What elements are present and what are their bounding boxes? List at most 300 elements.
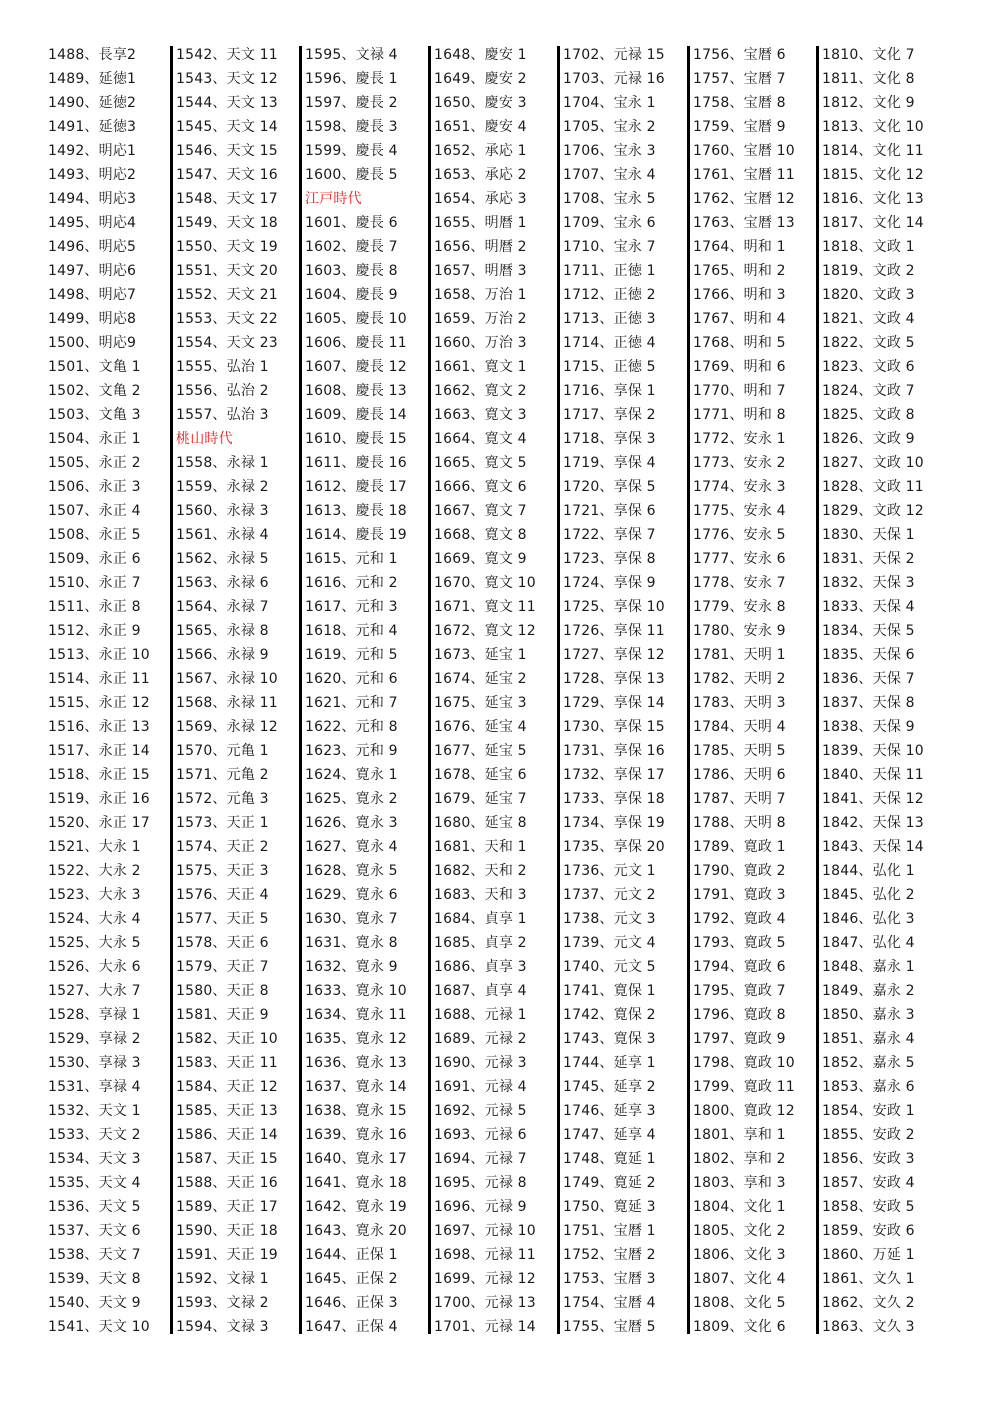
year-era-entry: 1528、享禄 1 [48,1007,141,1023]
column-divider [299,46,302,1334]
year-era-entry: 1721、享保 6 [563,503,656,519]
year-era-entry: 1784、天明 4 [693,719,786,735]
year-era-entry: 1793、寛政 5 [693,935,786,951]
year-era-entry: 1510、永正 7 [48,575,141,591]
year-era-entry: 1592、文禄 1 [176,1271,269,1287]
year-era-entry: 1782、天明 2 [693,671,786,687]
year-era-entry: 1611、慶長 16 [305,455,407,471]
year-era-entry: 1771、明和 8 [693,407,786,423]
year-era-entry: 1577、天正 5 [176,911,269,927]
year-era-entry: 1643、寛永 20 [305,1223,407,1239]
year-era-entry: 1712、正徳 2 [563,287,656,303]
year-era-entry: 1688、元禄 1 [434,1007,527,1023]
year-era-entry: 1758、宝暦 8 [693,95,786,111]
year-era-entry: 1519、永正 16 [48,791,150,807]
year-era-entry: 1766、明和 3 [693,287,786,303]
year-era-entry: 1741、寛保 1 [563,983,656,999]
year-era-entry: 1633、寛永 10 [305,983,407,999]
year-era-entry: 1819、文政 2 [822,263,915,279]
year-era-entry: 1647、正保 4 [305,1319,398,1335]
year-era-entry: 1503、文亀 3 [48,407,141,423]
year-era-entry: 1552、天文 21 [176,287,278,303]
year-era-entry: 1810、文化 7 [822,47,915,63]
year-era-entry: 1834、天保 5 [822,623,915,639]
year-era-entry: 1537、天文 6 [48,1223,141,1239]
year-era-entry: 1735、享保 20 [563,839,665,855]
year-era-entry: 1813、文化 10 [822,119,924,135]
year-era-entry: 1811、文化 8 [822,71,915,87]
year-era-entry: 1812、文化 9 [822,95,915,111]
year-era-entry: 1628、寛永 5 [305,863,398,879]
year-era-entry: 1737、元文 2 [563,887,656,903]
year-era-entry: 1533、天文 2 [48,1127,141,1143]
year-era-entry: 1532、天文 1 [48,1103,141,1119]
year-era-entry: 1747、延享 4 [563,1127,656,1143]
year-era-entry: 1748、寛延 1 [563,1151,656,1167]
year-era-entry: 1638、寛永 15 [305,1103,407,1119]
year-era-entry: 1529、享禄 2 [48,1031,141,1047]
year-era-entry: 1642、寛永 19 [305,1199,407,1215]
year-era-entry: 1602、慶長 7 [305,239,398,255]
year-era-entry: 1763、宝暦 13 [693,215,795,231]
year-era-entry: 1493、明応2 [48,167,137,183]
year-era-entry: 1751、宝暦 1 [563,1223,656,1239]
year-era-entry: 1515、永正 12 [48,695,150,711]
year-era-entry: 1773、安永 2 [693,455,786,471]
year-era-entry: 1672、寛文 12 [434,623,536,639]
year-era-entry: 1522、大永 2 [48,863,141,879]
year-era-entry: 1618、元和 4 [305,623,398,639]
year-era-entry: 1620、元和 6 [305,671,398,687]
year-era-entry: 1675、延宝 3 [434,695,527,711]
year-era-entry: 1562、永禄 5 [176,551,269,567]
year-era-entry: 1578、天正 6 [176,935,269,951]
year-era-entry: 1772、安永 1 [693,431,786,447]
year-era-entry: 1809、文化 6 [693,1319,786,1335]
year-era-entry: 1636、寛永 13 [305,1055,407,1071]
year-era-entry: 1686、貞享 3 [434,959,527,975]
year-era-entry: 1489、延徳1 [48,71,137,87]
year-era-entry: 1634、寛永 11 [305,1007,407,1023]
year-era-entry: 1708、宝永 5 [563,191,656,207]
year-era-entry: 1824、文政 7 [822,383,915,399]
year-era-entry: 1492、明応1 [48,143,137,159]
year-era-entry: 1615、元和 1 [305,551,398,567]
year-era-entry: 1514、永正 11 [48,671,150,687]
year-era-entry: 1654、承応 3 [434,191,527,207]
year-era-entry: 1825、文政 8 [822,407,915,423]
year-era-entry: 1794、寛政 6 [693,959,786,975]
year-era-entry: 1684、貞享 1 [434,911,527,927]
year-era-entry: 1624、寛永 1 [305,767,398,783]
year-era-entry: 1729、享保 14 [563,695,665,711]
year-era-entry: 1719、享保 4 [563,455,656,471]
year-era-entry: 1709、宝永 6 [563,215,656,231]
year-era-entry: 1777、安永 6 [693,551,786,567]
column-divider [428,46,431,1334]
year-era-entry: 1817、文化 14 [822,215,924,231]
year-era-entry: 1652、承応 1 [434,143,527,159]
year-era-entry: 1599、慶長 4 [305,143,398,159]
year-era-entry: 1836、天保 7 [822,671,915,687]
year-era-entry: 1590、天正 18 [176,1223,278,1239]
year-era-entry: 1500、明応9 [48,335,137,351]
year-era-entry: 1610、慶長 15 [305,431,407,447]
year-era-entry: 1705、宝永 2 [563,119,656,135]
year-era-entry: 1786、天明 6 [693,767,786,783]
year-era-entry: 1724、享保 9 [563,575,656,591]
year-era-entry: 1579、天正 7 [176,959,269,975]
year-era-entry: 1767、明和 4 [693,311,786,327]
year-era-entry: 1597、慶長 2 [305,95,398,111]
year-era-entry: 1723、享保 8 [563,551,656,567]
year-era-entry: 1625、寛永 2 [305,791,398,807]
year-era-entry: 1848、嘉永 1 [822,959,915,975]
year-era-entry: 1587、天正 15 [176,1151,278,1167]
year-era-entry: 1504、永正 1 [48,431,141,447]
year-era-entry: 1801、享和 1 [693,1127,786,1143]
year-era-entry: 1666、寛文 6 [434,479,527,495]
year-era-entry: 1826、文政 9 [822,431,915,447]
year-era-entry: 1564、永禄 7 [176,599,269,615]
year-era-entry: 1549、天文 18 [176,215,278,231]
year-era-entry: 1851、嘉永 4 [822,1031,915,1047]
year-era-entry: 1756、宝暦 6 [693,47,786,63]
year-era-entry: 1839、天保 10 [822,743,924,759]
year-era-entry: 1660、万治 3 [434,335,527,351]
year-era-entry: 1768、明和 5 [693,335,786,351]
year-era-entry: 1525、大永 5 [48,935,141,951]
year-era-entry: 1852、嘉永 5 [822,1055,915,1071]
year-era-entry: 1606、慶長 11 [305,335,407,351]
year-era-entry: 1752、宝暦 2 [563,1247,656,1263]
year-era-entry: 1630、寛永 7 [305,911,398,927]
year-era-entry: 1857、安政 4 [822,1175,915,1191]
year-era-entry: 1699、元禄 12 [434,1271,536,1287]
year-era-entry: 1779、安永 8 [693,599,786,615]
year-era-entry: 1820、文政 3 [822,287,915,303]
year-era-entry: 1659、万治 2 [434,311,527,327]
year-era-entry: 1612、慶長 17 [305,479,407,495]
year-era-entry: 1516、永正 13 [48,719,150,735]
year-era-entry: 1550、天文 19 [176,239,278,255]
year-era-entry: 1734、享保 19 [563,815,665,831]
year-era-entry: 1661、寛文 1 [434,359,527,375]
year-era-entry: 1691、元禄 4 [434,1079,527,1095]
year-era-entry: 1791、寛政 3 [693,887,786,903]
year-era-entry: 1670、寛文 10 [434,575,536,591]
year-era-entry: 1745、延享 2 [563,1079,656,1095]
year-era-entry: 1635、寛永 12 [305,1031,407,1047]
year-era-entry: 1733、享保 18 [563,791,665,807]
year-era-entry: 1774、安永 3 [693,479,786,495]
year-era-entry: 1520、永正 17 [48,815,150,831]
year-era-entry: 1491、延徳3 [48,119,137,135]
year-era-entry: 1845、弘化 2 [822,887,915,903]
year-era-entry: 1727、享保 12 [563,647,665,663]
year-era-entry: 1859、安政 6 [822,1223,915,1239]
year-era-entry: 1498、明応7 [48,287,137,303]
year-era-entry: 1765、明和 2 [693,263,786,279]
year-era-entry: 1815、文化 12 [822,167,924,183]
year-era-entry: 1805、文化 2 [693,1223,786,1239]
year-era-entry: 1531、享禄 4 [48,1079,141,1095]
year-era-entry: 1854、安政 1 [822,1103,915,1119]
year-era-entry: 1785、天明 5 [693,743,786,759]
year-era-entry: 1668、寛文 8 [434,527,527,543]
year-era-entry: 1583、天正 11 [176,1055,278,1071]
year-era-entry: 1703、元禄 16 [563,71,665,87]
year-era-entry: 1523、大永 3 [48,887,141,903]
year-era-entry: 1863、文久 3 [822,1319,915,1335]
year-era-entry: 1814、文化 11 [822,143,924,159]
year-era-entry: 1798、寛政 10 [693,1055,795,1071]
year-era-entry: 1732、享保 17 [563,767,665,783]
year-era-entry: 1517、永正 14 [48,743,150,759]
year-era-entry: 1580、天正 8 [176,983,269,999]
year-era-entry: 1603、慶長 8 [305,263,398,279]
year-era-entry: 1650、慶安 3 [434,95,527,111]
year-era-entry: 1645、正保 2 [305,1271,398,1287]
era-period-header: 桃山時代 [176,431,233,447]
year-era-entry: 1757、宝暦 7 [693,71,786,87]
year-era-entry: 1598、慶長 3 [305,119,398,135]
year-era-entry: 1501、文亀 1 [48,359,141,375]
year-era-entry: 1573、天正 1 [176,815,269,831]
year-era-entry: 1680、延宝 8 [434,815,527,831]
year-era-entry: 1614、慶長 19 [305,527,407,543]
column-divider [816,46,819,1334]
year-era-entry: 1710、宝永 7 [563,239,656,255]
year-era-entry: 1830、天保 1 [822,527,915,543]
year-era-entry: 1545、天文 14 [176,119,278,135]
year-era-entry: 1855、安政 2 [822,1127,915,1143]
year-era-entry: 1797、寛政 9 [693,1031,786,1047]
year-era-entry: 1853、嘉永 6 [822,1079,915,1095]
year-era-entry: 1778、安永 7 [693,575,786,591]
year-era-entry: 1742、寛保 2 [563,1007,656,1023]
year-era-entry: 1799、寛政 11 [693,1079,795,1095]
year-era-entry: 1539、天文 8 [48,1271,141,1287]
year-era-entry: 1833、天保 4 [822,599,915,615]
year-era-entry: 1621、元和 7 [305,695,398,711]
year-era-entry: 1707、宝永 4 [563,167,656,183]
year-era-entry: 1808、文化 5 [693,1295,786,1311]
year-era-entry: 1847、弘化 4 [822,935,915,951]
year-era-entry: 1696、元禄 9 [434,1199,527,1215]
year-era-entry: 1544、天文 13 [176,95,278,111]
year-era-entry: 1604、慶長 9 [305,287,398,303]
year-era-entry: 1761、宝暦 11 [693,167,795,183]
year-era-entry: 1526、大永 6 [48,959,141,975]
year-era-entry: 1664、寛文 4 [434,431,527,447]
year-era-entry: 1605、慶長 10 [305,311,407,327]
year-era-entry: 1667、寛文 7 [434,503,527,519]
year-era-entry: 1521、大永 1 [48,839,141,855]
year-era-entry: 1806、文化 3 [693,1247,786,1263]
year-era-entry: 1783、天明 3 [693,695,786,711]
year-era-entry: 1831、天保 2 [822,551,915,567]
year-era-entry: 1818、文政 1 [822,239,915,255]
year-era-entry: 1844、弘化 1 [822,863,915,879]
year-era-entry: 1494、明応3 [48,191,137,207]
year-era-entry: 1789、寛政 1 [693,839,786,855]
year-era-entry: 1706、宝永 3 [563,143,656,159]
year-era-entry: 1646、正保 3 [305,1295,398,1311]
year-era-entry: 1736、元文 1 [563,863,656,879]
year-era-entry: 1739、元文 4 [563,935,656,951]
year-era-entry: 1717、享保 2 [563,407,656,423]
year-era-entry: 1730、享保 15 [563,719,665,735]
year-era-entry: 1790、寛政 2 [693,863,786,879]
year-era-entry: 1803、享和 3 [693,1175,786,1191]
year-era-entry: 1849、嘉永 2 [822,983,915,999]
year-era-entry: 1759、宝暦 9 [693,119,786,135]
year-era-entry: 1753、宝暦 3 [563,1271,656,1287]
year-era-entry: 1558、永禄 1 [176,455,269,471]
year-era-entry: 1543、天文 12 [176,71,278,87]
year-era-entry: 1787、天明 7 [693,791,786,807]
year-era-entry: 1755、宝暦 5 [563,1319,656,1335]
year-era-entry: 1496、明応5 [48,239,137,255]
year-era-entry: 1702、元禄 15 [563,47,665,63]
year-era-entry: 1586、天正 14 [176,1127,278,1143]
year-era-entry: 1738、元文 3 [563,911,656,927]
year-era-entry: 1671、寛文 11 [434,599,536,615]
year-era-entry: 1725、享保 10 [563,599,665,615]
year-era-entry: 1683、天和 3 [434,887,527,903]
year-era-entry: 1540、天文 9 [48,1295,141,1311]
year-era-entry: 1553、天文 22 [176,311,278,327]
year-era-entry: 1841、天保 12 [822,791,924,807]
year-era-entry: 1769、明和 6 [693,359,786,375]
year-era-entry: 1556、弘治 2 [176,383,269,399]
year-era-entry: 1760、宝暦 10 [693,143,795,159]
year-era-entry: 1569、永禄 12 [176,719,278,735]
year-era-entry: 1692、元禄 5 [434,1103,527,1119]
year-era-entry: 1617、元和 3 [305,599,398,615]
year-era-entry: 1677、延宝 5 [434,743,527,759]
year-era-entry: 1846、弘化 3 [822,911,915,927]
year-era-entry: 1563、永禄 6 [176,575,269,591]
year-era-entry: 1750、寛延 3 [563,1199,656,1215]
year-era-entry: 1591、天正 19 [176,1247,278,1263]
year-era-entry: 1800、寛政 12 [693,1103,795,1119]
year-era-entry: 1651、慶安 4 [434,119,527,135]
year-era-entry: 1623、元和 9 [305,743,398,759]
year-era-entry: 1554、天文 23 [176,335,278,351]
year-era-entry: 1627、寛永 4 [305,839,398,855]
year-era-entry: 1840、天保 11 [822,767,924,783]
year-era-entry: 1713、正徳 3 [563,311,656,327]
year-era-entry: 1524、大永 4 [48,911,141,927]
year-era-entry: 1508、永正 5 [48,527,141,543]
year-era-entry: 1715、正徳 5 [563,359,656,375]
year-era-entry: 1770、明和 7 [693,383,786,399]
year-era-entry: 1527、大永 7 [48,983,141,999]
year-era-entry: 1711、正徳 1 [563,263,656,279]
year-era-entry: 1682、天和 2 [434,863,527,879]
year-era-entry: 1720、享保 5 [563,479,656,495]
year-era-entry: 1565、永禄 8 [176,623,269,639]
year-era-entry: 1687、貞享 4 [434,983,527,999]
year-era-entry: 1704、宝永 1 [563,95,656,111]
year-era-entry: 1701、元禄 14 [434,1319,536,1335]
year-era-entry: 1631、寛永 8 [305,935,398,951]
year-era-entry: 1796、寛政 8 [693,1007,786,1023]
year-era-entry: 1560、永禄 3 [176,503,269,519]
year-era-entry: 1568、永禄 11 [176,695,278,711]
year-era-entry: 1674、延宝 2 [434,671,527,687]
year-era-entry: 1858、安政 5 [822,1199,915,1215]
year-era-entry: 1698、元禄 11 [434,1247,536,1263]
year-era-entry: 1655、明暦 1 [434,215,527,231]
column-divider [557,46,560,1334]
year-era-entry: 1716、享保 1 [563,383,656,399]
year-era-entry: 1637、寛永 14 [305,1079,407,1095]
year-era-entry: 1555、弘治 1 [176,359,269,375]
year-era-entry: 1649、慶安 2 [434,71,527,87]
year-era-entry: 1641、寛永 18 [305,1175,407,1191]
year-era-entry: 1656、明暦 2 [434,239,527,255]
year-era-entry: 1596、慶長 1 [305,71,398,87]
year-era-entry: 1538、天文 7 [48,1247,141,1263]
year-era-entry: 1821、文政 4 [822,311,915,327]
year-era-entry: 1581、天正 9 [176,1007,269,1023]
year-era-entry: 1832、天保 3 [822,575,915,591]
year-era-entry: 1608、慶長 13 [305,383,407,399]
year-era-entry: 1802、享和 2 [693,1151,786,1167]
year-era-entry: 1823、文政 6 [822,359,915,375]
year-era-entry: 1827、文政 10 [822,455,924,471]
year-era-entry: 1764、明和 1 [693,239,786,255]
year-era-entry: 1530、享禄 3 [48,1055,141,1071]
year-era-entry: 1512、永正 9 [48,623,141,639]
year-era-entry: 1838、天保 9 [822,719,915,735]
year-era-entry: 1640、寛永 17 [305,1151,407,1167]
year-era-entry: 1548、天文 17 [176,191,278,207]
year-era-entry: 1780、安永 9 [693,623,786,639]
year-era-entry: 1662、寛文 2 [434,383,527,399]
year-era-entry: 1622、元和 8 [305,719,398,735]
year-era-entry: 1762、宝暦 12 [693,191,795,207]
year-era-entry: 1585、天正 13 [176,1103,278,1119]
year-era-entry: 1695、元禄 8 [434,1175,527,1191]
year-era-entry: 1570、元亀 1 [176,743,269,759]
year-era-entry: 1776、安永 5 [693,527,786,543]
year-era-entry: 1792、寛政 4 [693,911,786,927]
year-era-entry: 1495、明応4 [48,215,137,231]
year-era-entry: 1856、安政 3 [822,1151,915,1167]
year-era-entry: 1681、天和 1 [434,839,527,855]
year-era-entry: 1828、文政 11 [822,479,924,495]
year-era-entry: 1837、天保 8 [822,695,915,711]
era-period-header: 江戸時代 [305,191,362,207]
year-era-entry: 1795、寛政 7 [693,983,786,999]
year-era-entry: 1861、文久 1 [822,1271,915,1287]
year-era-entry: 1609、慶長 14 [305,407,407,423]
year-era-entry: 1678、延宝 6 [434,767,527,783]
year-era-entry: 1541、天文 10 [48,1319,150,1335]
year-era-entry: 1632、寛永 9 [305,959,398,975]
year-era-entry: 1653、承応 2 [434,167,527,183]
year-era-entry: 1744、延享 1 [563,1055,656,1071]
era-year-table [46,43,926,1339]
year-era-entry: 1607、慶長 12 [305,359,407,375]
year-era-entry: 1497、明応6 [48,263,137,279]
year-era-entry: 1509、永正 6 [48,551,141,567]
year-era-entry: 1722、享保 7 [563,527,656,543]
